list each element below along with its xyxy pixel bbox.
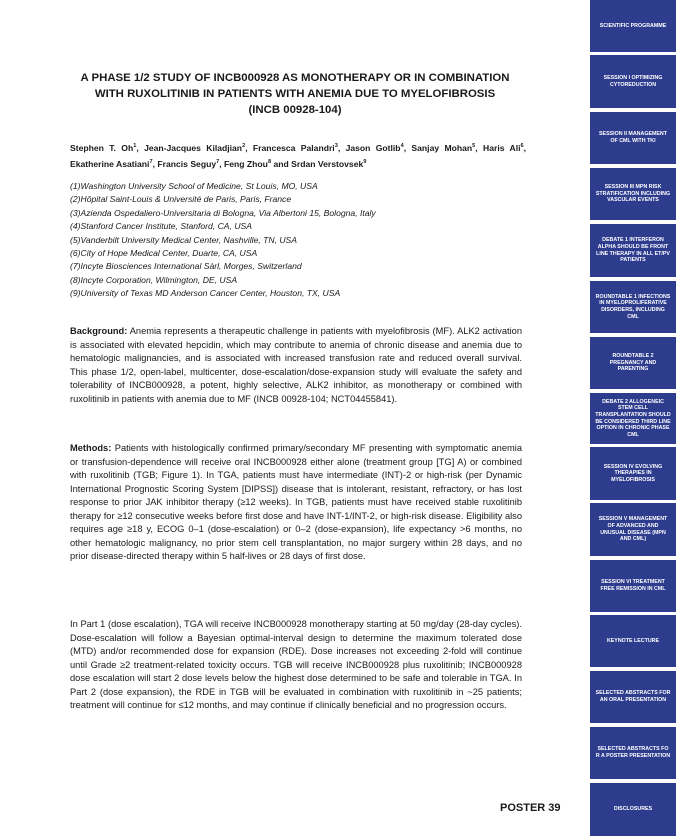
author-affiliation-marker: 1 [133, 143, 137, 149]
title-line: WITH RUXOLITINIB IN PATIENTS WITH ANEMIA DUE TO MYELOFIBROSIS [94, 88, 496, 100]
sidebar-item[interactable]: SESSION III MPN RISK STRATIFICATION INCLUDING VASCULAR EVENTS [590, 168, 676, 220]
author-affiliation-marker: 5 [472, 143, 476, 149]
author-name: Francesca Palandri [252, 142, 335, 153]
affiliation-item: (9)University of Texas MD Anderson Cancer Center, Houston, TX, USA [70, 288, 341, 299]
affiliation-item: (5)Vanderbilt University Medical Center, Nashville, TN, USA [70, 234, 298, 245]
poster-number: POSTER 39 [500, 802, 561, 814]
author-separator: , [219, 158, 225, 169]
author-affiliation-marker: 7 [149, 158, 153, 165]
title-line: A PHASE 1/2 STUDY OF INCB000928 AS MONOTHERAPY OR IN COMBINATION [80, 72, 510, 84]
author-separator: and [271, 158, 292, 169]
methods-heading: Methods: [70, 443, 112, 453]
author-affiliation-marker: 8 [267, 158, 272, 165]
sidebar-item[interactable]: SESSION II MANAGEMENT OF CML WITH TKI [590, 112, 676, 164]
author-affiliation-marker: 3 [334, 143, 338, 149]
author-name: Feng Zhou [224, 158, 268, 169]
background-heading: Background: [70, 326, 128, 336]
author-name: Sanjay Mohan [411, 142, 473, 153]
sidebar-item[interactable]: DEBATE 1 INTERFERON ALPHA SHOULD BE FRONT LINE THERAPY IN ALL ET/PV PATIENTS [590, 224, 676, 277]
author-name: Srdan Verstovsek [291, 158, 364, 169]
sidebar-item[interactable]: ROUNDTABLE 2 PREGNANCY AND PARENTING [590, 337, 676, 389]
author-list [70, 139, 526, 171]
author-name: Jason Gotlib [345, 142, 401, 153]
author-affiliation-marker: 4 [400, 143, 404, 149]
part1-text: In Part 1 (dose escalation), TGA will receive INCB000928 monotherapy starting at 50 mg/day (28-day cycles). Dose-escalation will follow a Bayesian optimal-interval design to determine the maximum tolerated dose (MTD) and/or recommended dose for expansion (RDE). Dose increases not exceeding 2-fold will continue until Grade ≥2 treatment-related toxicity occurs. TGB will receive INCB000928 plus ruxolitinib; INCB000928 dose escalation will start 2 dose levels below the highest dose determined to be safe and tolerable in TGA. In Part 2 (dose expansion), the RDE in TGB will be evaluated in combination with ruxolitinib in ~25 patients; treatment will continue for ≤12 months, and may continue if clinically beneficial and no progression occurs. [70, 619, 522, 710]
affiliation-list [70, 180, 530, 301]
section-sidebar [590, 0, 676, 836]
author-separator: , [136, 142, 145, 153]
author-separator: , [523, 142, 527, 153]
sidebar-item[interactable]: DEBATE 2 ALLOGENEIC STEM CELL TRANSPLANTATION SHOULD BE CONSIDERED THIRD LINE OPTION IN CHRONIC PHASE CML [590, 393, 676, 444]
affiliation-item: (4)Stanford Cancer Institute, Stanford, CA, USA [70, 221, 252, 232]
author-name: Ekatherine Asatiani [70, 158, 150, 169]
author-name: Haris Ali [483, 142, 521, 153]
affiliation-item: (6)City of Hope Medical Center, Duarte, CA, USA [70, 248, 258, 259]
author-separator: , [337, 142, 346, 153]
author-separator: , [403, 142, 412, 153]
methods-text: Patients with histologically confirmed primary/secondary MF presenting with symptomatic anemia or transfusion-dependence will receive oral INCB000928 either alone (treatment group [TG] A) or combined with ruxolitinib (TGB; Figure 1). In TGA, patients must have intermediate (INT)-2 or high-risk (per Dynamic International Prognostic Scoring System [DIPSS]) disease that is intolerant, resistant, refractory, or has lost response to prior JAK inhibitor therapy (≥12 weeks). In TGB, patients must have received stable ruxolitinib therapy for ≥12 consecutive weeks before first dose and have INT-1/INT-2, or high-risk disease. Eligibility also requires age ≥18 y, ECOG 0–1 (dose-escalation) or 0–2 (dose-expansion), life expectancy >6 months, no other hematologic malignancy, no prior stem cell transplantation, no major surgery within 28 days, and no prior disease-directed therapy within 5 half-lives or 28 days of first dose. [70, 443, 522, 561]
author-separator: , [475, 142, 484, 153]
affiliation-item: (7)Incyte Biosciences International Sàrl, Morges, Switzerland [70, 261, 302, 272]
author-name: Stephen T. Oh [70, 142, 134, 153]
sidebar-item[interactable]: SESSION IV EVOLVING THERAPIES IN MYELOFIBROSIS [590, 447, 676, 500]
sidebar-item[interactable]: SCIENTIFIC PROGRAMME [590, 0, 676, 52]
author-affiliation-marker: 9 [363, 158, 367, 165]
affiliation-item: (2)Hôpital Saint-Louis & Université de Paris, Paris, France [70, 194, 292, 205]
author-affiliation-marker: 6 [520, 143, 524, 149]
author-separator: , [245, 142, 253, 153]
sidebar-item[interactable]: SESSION V MANAGEMENT OF ADVANCED AND UNUSUAL DISEASE (MPN AND CML) [590, 503, 676, 556]
author-affiliation-marker: 7 [216, 158, 220, 165]
author-affiliation-marker: 2 [242, 143, 246, 149]
background-paragraph [70, 325, 522, 406]
methods-paragraph [70, 442, 522, 564]
author-name: Francis Seguy [157, 158, 217, 169]
background-text: Anemia represents a therapeutic challenge in patients with myelofibrosis (MF). ALK2 activation is associated with elevated hepcidin, which may contribute to anemia of chronic disease and anemia due to hematologic malignancies, and is associated with increased transfusion rate and reduced overall survival. This phase 1/2, open-label, multicenter, dose-escalation/dose-expansion study will evaluate the safety and tolerability of INCB000928, a potent, highly selective, ALK2 inhibitor, as monotherapy or combined with ruxolitinib in patients with anemia due to MF (INCB 00928-104; NCT04455841). [70, 326, 522, 404]
sidebar-item[interactable]: SELECTED ABSTRACTS FOR AN ORAL PRESENTATION [590, 671, 676, 723]
affiliation-item: (1)Washington University School of Medicine, St Louis, MO, USA [70, 181, 318, 191]
abstract-title [56, 70, 534, 118]
sidebar-item[interactable]: SESSION VI TREATMENT FREE REMISSION IN CML [590, 560, 676, 612]
author-name: Jean-Jacques Kiladjian [144, 142, 243, 153]
affiliation-item: (3)Azienda Ospedaliero-Universitaria di Bologna, Via Albertoni 15, Bologna, Italy [70, 207, 376, 218]
title-line: (INCB 00928-104) [248, 104, 342, 116]
author-separator: , [152, 158, 158, 169]
sidebar-item[interactable]: SESSION I OPTIMIZING CYTOREDUCTION [590, 55, 676, 108]
sidebar-item[interactable]: SELECTED ABSTRACTS FO R A POSTER PRESENTATION [590, 727, 676, 779]
sidebar-item[interactable]: ROUNDTABLE 1 INFECTIONS IN MYELOPROLIFERATIVE DISORDERS, INCLUDING CML [590, 281, 676, 333]
affiliation-item: (8)Incyte Corporation, Wilmington, DE, USA [70, 274, 238, 285]
sidebar-item[interactable]: DISCLOSURES [590, 783, 676, 836]
part1-paragraph [70, 618, 522, 713]
sidebar-item[interactable]: KEYNOTE LECTURE [590, 615, 676, 667]
